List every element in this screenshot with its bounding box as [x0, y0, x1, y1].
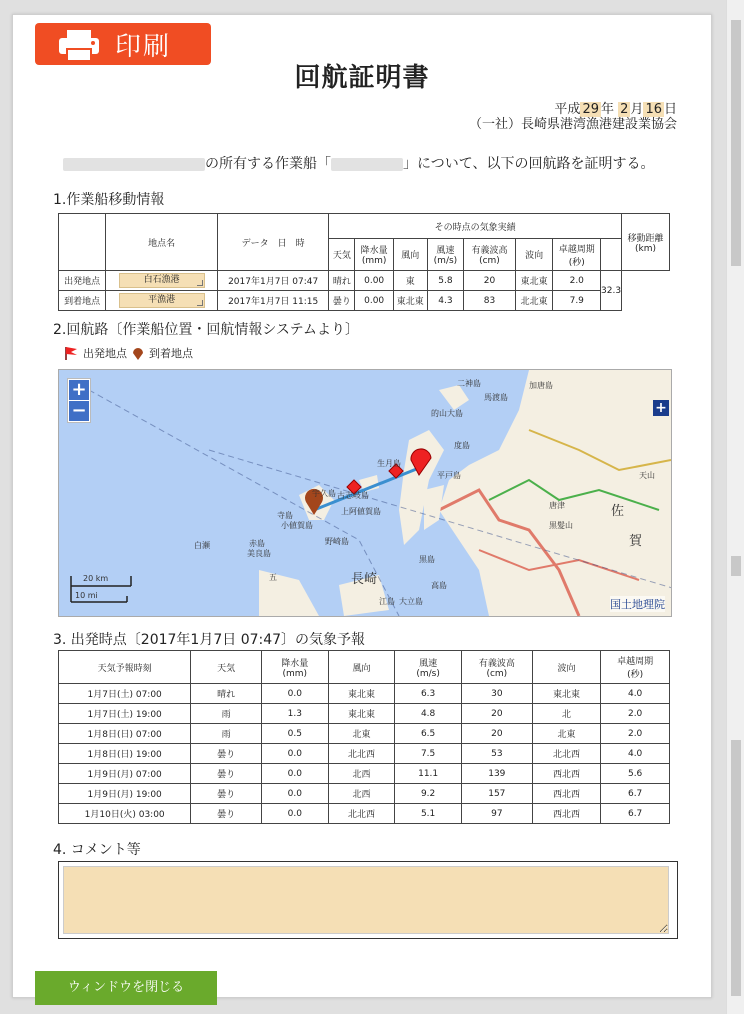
vessel-move-table: 地点名 データ 日 時 その時点の気象実績 移動距離 (km) 天気 降水量 (mm) 風向 風速 (m/s) 有義波高 (cm) 波向 卓越周期 (秒) 出発地点 白石漁港 2017年1月7日 07:47 晴れ 0.00 東 5.8 20 東北東 2.0 32.3 到着地点 平漁港 2017年1月7日 11:15 曇り 0.00 東北東 4.3 83 北北東 7.9 [58, 213, 670, 311]
forecast-table: 天気予報時刻 天気 降水量 (mm) 風向 風速 (m/s) 有義波高 (cm) 波向 卓越周期 (秒) 1月7日(土) 07:00 晴れ 0.0 東北東 6.3 30 東北東 4.0 1月7日(土) 19:00 雨 1.3 東北東 4.8 20 北 2.0 1月8日(日) 07:00 雨 0.5 北東 6.5 20 北東 2.0 1月8日(日) 19:00 曇り 0.0 北北西 7.5 53 北北西 4.0 1月9日(月) 07:00 曇り 0.0 北西 11.1 139 西北西 5.6 1月9日(月) 19:00 曇り 0.0 北西 9.2 157 西北西 6.7 1月10日(火) 03:00 曇り 0.0 北北西 5.1 97 西北西 6.7 [58, 650, 670, 824]
map-label: 小値賀島 [281, 521, 313, 530]
end-point-field[interactable]: 平漁港 [119, 293, 205, 308]
section-1-heading: 1.作業船移動情報 [53, 192, 165, 208]
distance-value: 32.3 [601, 271, 622, 311]
map-label: 度島 [454, 441, 470, 450]
map-label: 的山大島 [431, 409, 463, 418]
map-legend: 出発地点 到着地点 [63, 345, 193, 361]
issuer-organization: （一社）長崎県港湾漁港建設業協会 [468, 117, 677, 132]
intro-sentence: の所有する作業船「 」について、以下の回航路を証明する。 [63, 153, 654, 173]
map-label: 高島 [431, 581, 447, 590]
table-row: 1月8日(日) 07:00 雨 0.5 北東 6.5 20 北東 2.0 [59, 724, 670, 744]
scrollbar-track-segment [731, 20, 741, 266]
zoom-in-button[interactable]: + [69, 380, 89, 400]
print-label: 印刷 [115, 31, 172, 62]
scrollbar-track-segment [731, 740, 741, 996]
scale-mi-label: 10 mi [75, 591, 98, 600]
map-label: 生月島 [377, 459, 401, 468]
map-label: 佐 [611, 504, 625, 519]
redacted-vessel [331, 158, 403, 171]
scrollbar-thumb[interactable] [731, 556, 741, 576]
route-map[interactable] [58, 369, 672, 617]
map-label: 賀 [629, 534, 643, 549]
map-label: 黒髪山 [549, 521, 573, 530]
map-label: 江島 [379, 597, 395, 606]
map-label: 馬渡島 [484, 393, 508, 402]
map-label: 長崎 [351, 572, 378, 587]
section-3-heading: 3. 出発時点〔2017年1月7日 07:47〕の気象予報 [53, 632, 366, 648]
map-label: 上阿値賀島 [341, 507, 381, 516]
map-label: 唐津 [549, 501, 565, 510]
map-label: 五 [269, 573, 277, 582]
map-pin-icon [131, 345, 145, 361]
table-row: 1月10日(火) 03:00 曇り 0.0 北北西 5.1 97 西北西 6.7 [59, 804, 670, 824]
comment-textarea[interactable] [63, 866, 669, 934]
red-flag-icon [63, 345, 79, 361]
map-label: 宇久島 [312, 489, 336, 498]
page-scrollbar[interactable] [726, 0, 744, 1014]
zoom-out-button[interactable]: − [69, 401, 89, 421]
layer-plus-icon[interactable]: + [653, 400, 669, 416]
map-label: 古志岐島 [337, 491, 369, 500]
map-label: 二神島 [457, 379, 481, 388]
table-row: 1月8日(日) 19:00 曇り 0.0 北北西 7.5 53 北北西 4.0 [59, 744, 670, 764]
map-label: 白瀬 [194, 541, 210, 550]
map-label: 平戸島 [437, 471, 461, 480]
month-field[interactable]: 2 [620, 102, 629, 117]
scale-km-label: 20 km [83, 574, 109, 583]
day-field[interactable]: 16 [645, 102, 662, 117]
section-2-heading: 2.回航路〔作業船位置・回航情報システムより〕 [53, 322, 359, 338]
year-field[interactable]: 29 [582, 102, 599, 117]
table-row: 1月7日(土) 19:00 雨 1.3 東北東 4.8 20 北 2.0 [59, 704, 670, 724]
comment-box [58, 861, 678, 939]
map-label: 天山 [639, 471, 655, 480]
certificate-page [12, 14, 712, 998]
table-row: 到着地点 平漁港 2017年1月7日 11:15 曇り 0.00 東北東 4.3 83 北北東 7.9 [59, 291, 670, 311]
page-title: 回航証明書 [294, 63, 430, 93]
issue-date: 平成 29 年 2 月 16 日 [554, 102, 677, 117]
table-row: 1月9日(月) 07:00 曇り 0.0 北西 11.1 139 西北西 5.6 [59, 764, 670, 784]
map-label: 加唐島 [529, 381, 553, 390]
map-label: 赤島 [249, 539, 265, 548]
start-point-field[interactable]: 白石漁港 [119, 273, 205, 288]
redacted-owner [63, 158, 205, 171]
map-label: 野崎島 [325, 537, 349, 546]
map-label: 寺島 [277, 511, 293, 520]
table-row: 1月9日(月) 19:00 曇り 0.0 北西 9.2 157 西北西 6.7 [59, 784, 670, 804]
map-label: 美良島 [247, 549, 271, 558]
close-window-button[interactable]: ウィンドウを閉じる [35, 971, 217, 1005]
table-row: 出発地点 白石漁港 2017年1月7日 07:47 晴れ 0.00 東 5.8 20 東北東 2.0 32.3 [59, 271, 670, 291]
map-attribution[interactable]: 国土地理院 [610, 598, 665, 611]
map-label: 大立島 [399, 597, 423, 606]
map-label: 黒島 [419, 555, 435, 564]
section-4-heading: 4. コメント等 [53, 842, 141, 858]
table-row: 1月7日(土) 07:00 晴れ 0.0 東北東 6.3 30 東北東 4.0 [59, 684, 670, 704]
map-zoom-control [67, 378, 91, 423]
